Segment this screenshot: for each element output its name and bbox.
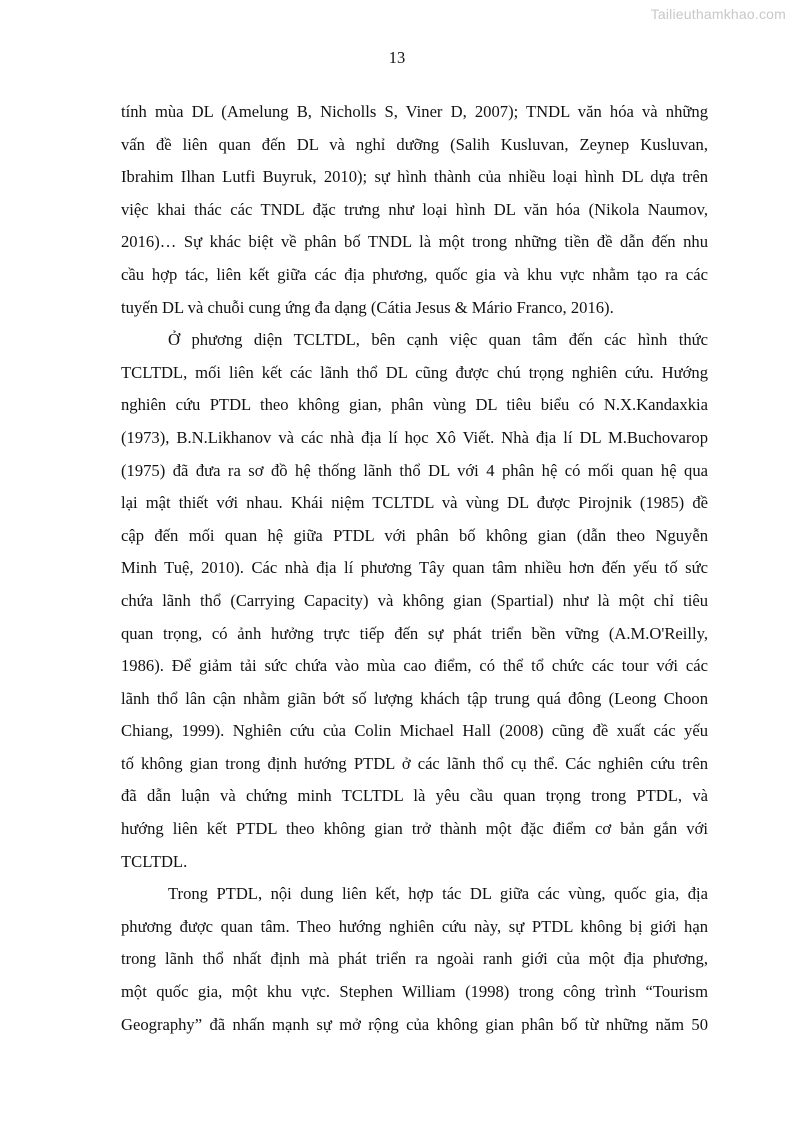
text-line: phương được quan tâm. Theo hướng nghiên cứu này, sự PTDL không bị giới hạn [121,916,708,936]
text-line: tố không gian trong định hướng PTDL ở các lãnh thổ cụ thể. Các nghiên cứu trên [121,753,708,773]
text-line: cầu hợp tác, liên kết giữa các địa phương, quốc gia và khu vực nhằm tạo ra các [121,264,708,284]
paragraph-1 [121,96,708,324]
watermark-text: Tailieuthamkhao.com [650,6,786,22]
text-line: 1986). Để giảm tải sức chứa vào mùa cao điểm, có thể tổ chức các tour với các [121,656,708,676]
document-body [121,96,708,1041]
text-line: hướng liên kết PTDL theo không gian trở thành một đặc điểm cơ bản gắn với [121,819,708,839]
text-line: (1973), B.N.Likhanov và các nhà địa lí học Xô Viết. Nhà địa lí DL M.Buchovarop [121,427,708,447]
text-line: Chiang, 1999). Nghiên cứu của Colin Michael Hall (2008) cũng đề xuất các yếu [121,721,708,741]
text-line: tính mùa DL (Amelung B, Nicholls S, Viner D, 2007); TNDL văn hóa và những [121,102,708,121]
text-line: vấn đề liên quan đến DL và nghỉ dưỡng (Salih Kusluvan, Zeynep Kusluvan, [121,134,708,154]
text-line: Trong PTDL, nội dung liên kết, hợp tác DL giữa các vùng, quốc gia, địa [168,884,708,904]
paragraph-2 [121,324,708,878]
text-line: trong lãnh thổ nhất định mà phát triển ra ngoài ranh giới của một địa phương, [121,949,708,969]
text-line: lãnh thổ lân cận nhằm giãn bớt số lượng khách tập trung quá đông (Leong Choon [121,688,708,708]
page-number: 13 [388,48,406,67]
text-line: Ibrahim Ilhan Lutfi Buyruk, 2010); sự hình thành của nhiều loại hình DL dựa trên [121,167,708,187]
text-line: chứa lãnh thổ (Carrying Capacity) và không gian (Spartial) như là một chỉ tiêu [121,590,708,610]
text-line: Ở phương diện TCLTDL, bên cạnh việc quan tâm đến các hình thức [168,330,708,350]
text-line: Geography” đã nhấn mạnh sự mở rộng của không gian phân bố từ những năm 50 [121,1014,708,1034]
text-line: một quốc gia, một khu vực. Stephen William (1998) trong công trình “Tourism [121,982,708,1002]
text-line: TCLTDL. [121,851,188,871]
text-line: 2016)… Sự khác biệt về phân bố TNDL là một trong những tiền đề dẫn đến nhu [121,232,708,252]
text-line: Minh Tuệ, 2010). Các nhà địa lí phương Tây quan tâm nhiều hơn đến yếu tố sức [121,558,708,578]
text-line: cập đến mối quan hệ giữa PTDL với phân bố không gian (dẫn theo Nguyễn [121,525,708,545]
text-line: việc khai thác các TNDL đặc trưng như loại hình DL văn hóa (Nikola Naumov, [121,199,708,219]
text-line: TCLTDL, mối liên kết các lãnh thổ DL cũng được chú trọng nghiên cứu. Hướng [121,362,708,382]
text-line: đã dẫn luận và chứng minh TCLTDL là yêu cầu quan trọng trong PTDL, và [121,786,708,806]
text-line: (1975) đã đưa ra sơ đồ hệ thống lãnh thổ DL với 4 phân hệ có mối quan hệ qua [121,460,708,480]
text-line: lại mật thiết với nhau. Khái niệm TCLTDL và vùng DL được Pirojnik (1985) đề [121,493,708,513]
text-line: nghiên cứu PTDL theo không gian, phân vùng DL tiêu biểu có N.X.Kandaxkia [121,395,708,415]
paragraph-3 [121,878,708,1041]
text-line: quan trọng, có ảnh hưởng trực tiếp đến sự phát triển bền vững (A.M.O'Reilly, [121,623,708,643]
text-line: tuyến DL và chuỗi cung ứng đa dạng (Cátia Jesus & Mário Franco, 2016). [121,297,614,317]
